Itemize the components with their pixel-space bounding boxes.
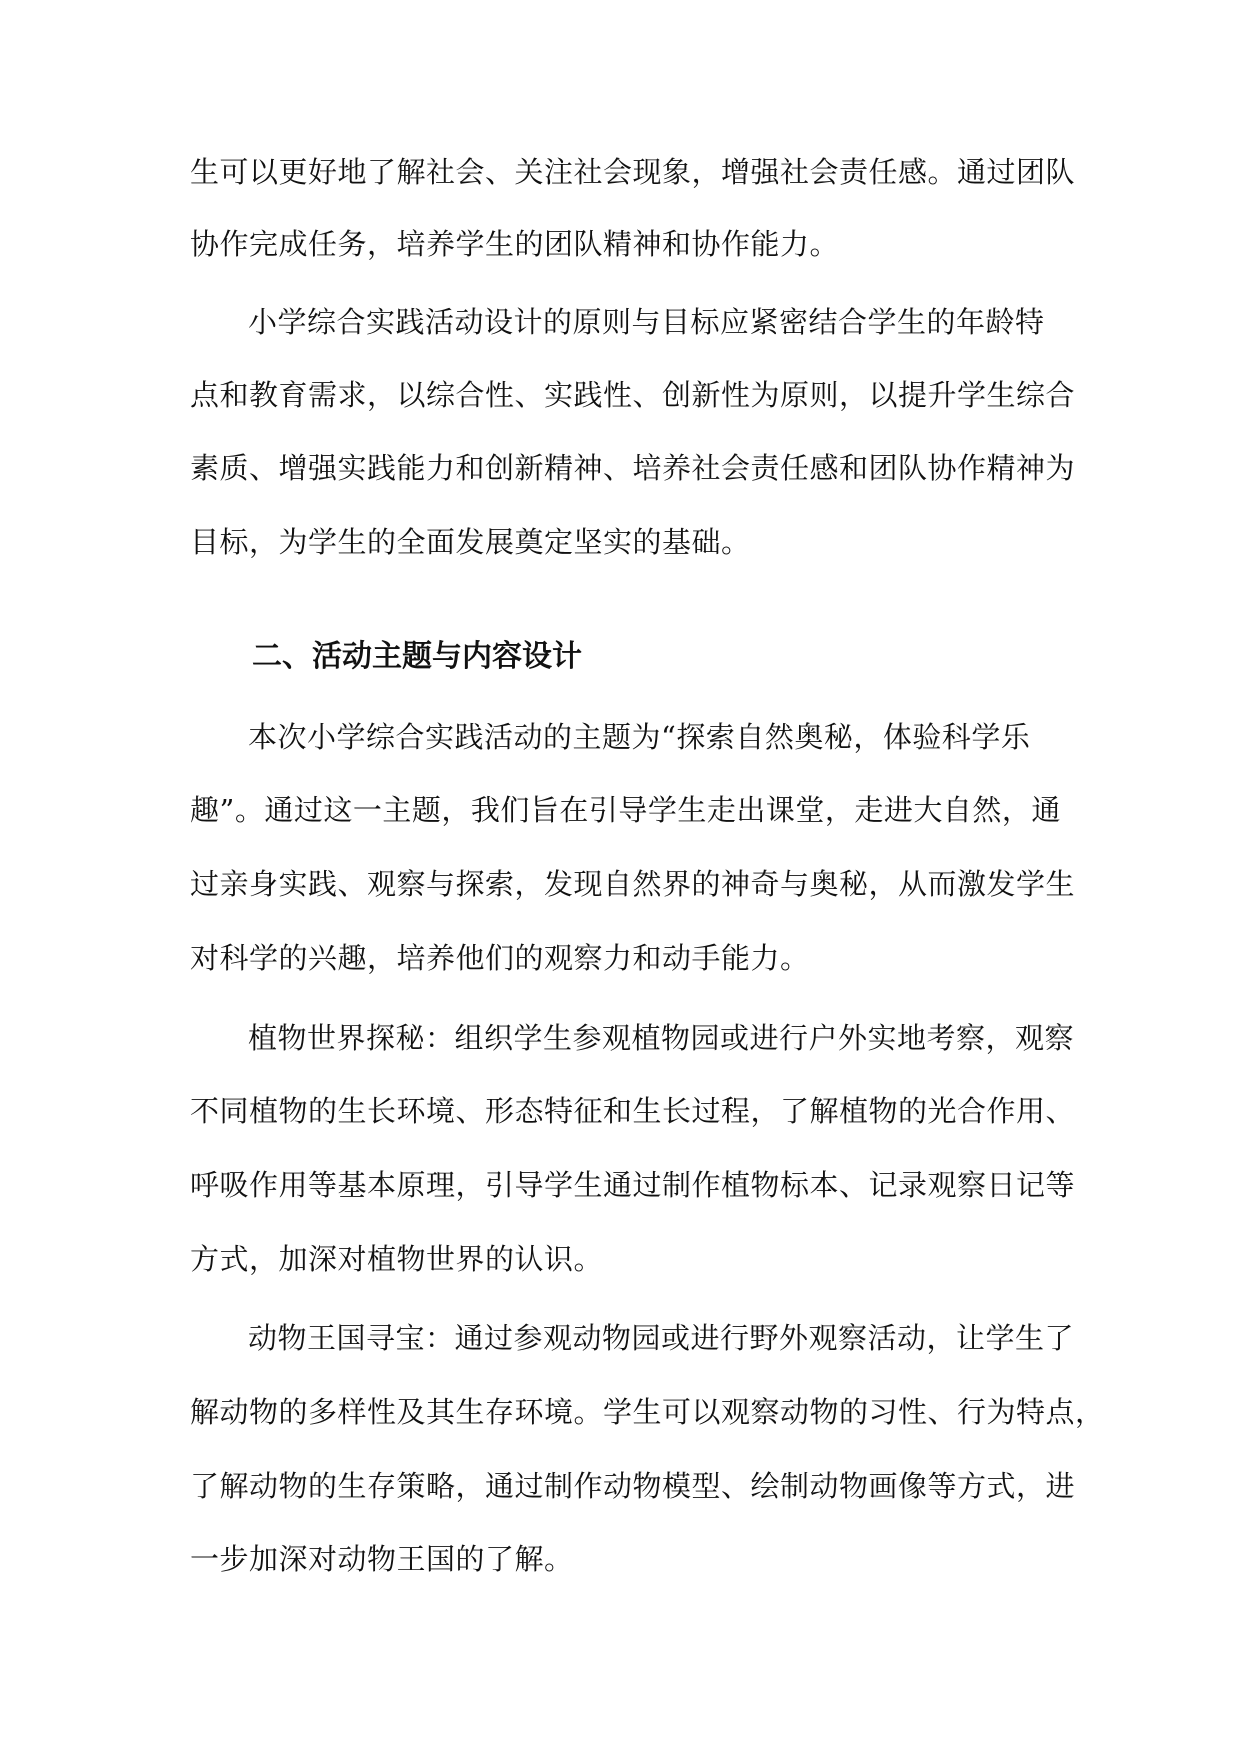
text-line: 过亲身实践、观察与探索，发现自然界的神奇与奥秘，从而激发学生 — [190, 867, 1076, 901]
text-line: 对科学的兴趣，培养他们的观察力和动手能力。 — [190, 941, 810, 975]
text-line: 方式，加深对植物世界的认识。 — [190, 1242, 604, 1276]
text-line: 目标，为学生的全面发展奠定坚实的基础。 — [190, 525, 751, 559]
text-line: 小学综合实践活动设计的原则与目标应紧密结合学生的年龄特 — [248, 305, 1045, 339]
text-line: 解动物的多样性及其生存环境。学生可以观察动物的习性、行为特点， — [190, 1395, 1105, 1429]
text-line: 协作完成任务，培养学生的团队精神和协作能力。 — [190, 227, 840, 261]
text-line: 素质、增强实践能力和创新精神、培养社会责任感和团队协作精神为 — [190, 451, 1076, 485]
text-line: 了解动物的生存策略，通过制作动物模型、绘制动物画像等方式，进 — [190, 1469, 1076, 1503]
text-line: 植物世界探秘：组织学生参观植物园或进行户外实地考察，观察 — [248, 1021, 1075, 1055]
text-line: 一步加深对动物王国的了解。 — [190, 1542, 574, 1576]
text-line: 点和教育需求，以综合性、实践性、创新性为原则，以提升学生综合 — [190, 378, 1076, 412]
text-line: 不同植物的生长环境、形态特征和生长过程，了解植物的光合作用、 — [190, 1094, 1076, 1128]
text-line: 生可以更好地了解社会、关注社会现象，增强社会责任感。通过团队 — [190, 155, 1076, 189]
text-line: 呼吸作用等基本原理，引导学生通过制作植物标本、记录观察日记等 — [190, 1168, 1076, 1202]
text-line: 趣”。通过这一主题，我们旨在引导学生走出课堂，走进大自然，通 — [190, 793, 1061, 827]
text-line: 动物王国寻宝：通过参观动物园或进行野外观察活动，让学生了 — [248, 1321, 1075, 1355]
text-line: 本次小学综合实践活动的主题为“探索自然奥秘，体验科学乐 — [248, 720, 1031, 754]
section-heading: 二、活动主题与内容设计 — [252, 639, 582, 674]
